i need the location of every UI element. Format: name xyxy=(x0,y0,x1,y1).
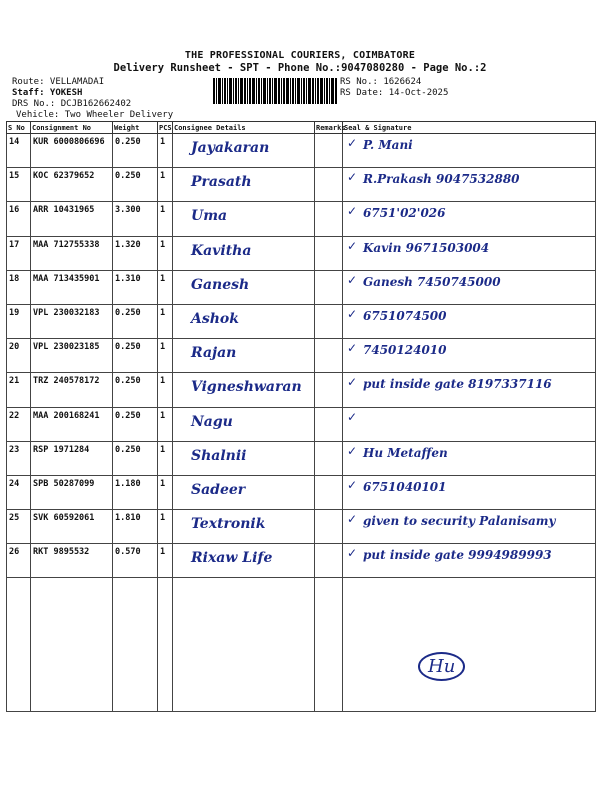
consignee-handwriting: Prasath xyxy=(191,174,252,191)
col-sno: S No xyxy=(7,122,31,134)
row-remarks xyxy=(315,202,343,236)
consignee-handwriting: Rixaw Life xyxy=(191,550,273,567)
company-name: THE PROFESSIONAL COURIERS, COIMBATORE xyxy=(184,50,416,61)
barcode-image xyxy=(213,78,337,104)
check-mark-icon: ✓ xyxy=(347,272,358,287)
row-seal-signature xyxy=(343,270,596,304)
row-consignment: KOC 62379652 xyxy=(31,168,113,202)
row-weight: 1.180 xyxy=(113,475,158,509)
row-consignee xyxy=(173,134,315,168)
footer-stamp: Hu xyxy=(418,652,465,681)
table-row xyxy=(7,407,596,441)
row-seal-signature xyxy=(343,168,596,202)
table-row xyxy=(7,441,596,475)
row-sno: 21 xyxy=(7,373,31,407)
signature-handwriting: put inside gate 8197337116 xyxy=(363,377,552,392)
table-row xyxy=(7,475,596,509)
row-weight: 0.250 xyxy=(113,304,158,338)
row-seal-signature xyxy=(343,441,596,475)
row-pcs: 1 xyxy=(158,441,173,475)
row-consignment: KUR 6000806696 xyxy=(31,134,113,168)
row-pcs: 1 xyxy=(158,510,173,544)
table-row xyxy=(7,270,596,304)
signature-handwriting: Kavin 9671503004 xyxy=(363,240,490,255)
table-header xyxy=(7,122,596,134)
row-remarks xyxy=(315,510,343,544)
empty-cell xyxy=(343,578,596,712)
row-weight: 0.250 xyxy=(113,407,158,441)
check-mark-icon: ✓ xyxy=(347,136,358,150)
row-consignment: MAA 713435901 xyxy=(31,270,113,304)
row-sno: 14 xyxy=(7,134,31,168)
table-row xyxy=(7,134,596,168)
row-weight: 0.570 xyxy=(113,544,158,578)
signature-handwriting: 6751'02'026 xyxy=(363,206,446,221)
table-row xyxy=(7,304,596,338)
row-weight: 0.250 xyxy=(113,339,158,373)
col-consignment: Consignment No xyxy=(31,122,113,134)
check-mark-icon: ✓ xyxy=(347,341,358,356)
row-consignment: RSP 1971284 xyxy=(31,441,113,475)
check-mark-icon: ✓ xyxy=(347,477,358,492)
consignee-handwriting: Uma xyxy=(191,208,228,225)
row-consignee xyxy=(173,407,315,441)
row-weight: 1.810 xyxy=(113,510,158,544)
check-mark-icon: ✓ xyxy=(347,375,358,390)
check-mark-icon: ✓ xyxy=(347,409,358,424)
row-pcs: 1 xyxy=(158,202,173,236)
row-weight: 1.310 xyxy=(113,270,158,304)
rs-info xyxy=(340,77,448,99)
signature-handwriting: R.Prakash 9047532880 xyxy=(363,172,520,187)
staff-label: Staff: YOKESH xyxy=(12,88,83,98)
row-sno: 17 xyxy=(7,236,31,270)
row-pcs: 1 xyxy=(158,236,173,270)
row-remarks xyxy=(315,304,343,338)
empty-cell xyxy=(113,578,158,712)
row-pcs: 1 xyxy=(158,475,173,509)
row-remarks xyxy=(315,168,343,202)
col-weight: Weight xyxy=(113,122,158,134)
row-seal-signature xyxy=(343,339,596,373)
row-consignee xyxy=(173,270,315,304)
signature-handwriting: 6751074500 xyxy=(363,308,447,323)
row-pcs: 1 xyxy=(158,134,173,168)
row-pcs: 1 xyxy=(158,339,173,373)
table-row xyxy=(7,168,596,202)
row-seal-signature xyxy=(343,134,596,168)
check-mark-icon: ✓ xyxy=(347,170,358,185)
row-sno: 19 xyxy=(7,304,31,338)
signature-handwriting: put inside gate 9994989993 xyxy=(363,548,552,563)
row-consignee xyxy=(173,304,315,338)
row-sno: 20 xyxy=(7,339,31,373)
row-remarks xyxy=(315,441,343,475)
row-consignment: ARR 10431965 xyxy=(31,202,113,236)
row-remarks xyxy=(315,339,343,373)
row-consignment: RKT 9895532 xyxy=(31,544,113,578)
row-sno: 16 xyxy=(7,202,31,236)
row-pcs: 1 xyxy=(158,407,173,441)
consignee-handwriting: Rajan xyxy=(191,345,237,362)
row-remarks xyxy=(315,134,343,168)
rs-date: RS Date: 14-Oct-2025 xyxy=(340,88,449,98)
consignee-handwriting: Textronik xyxy=(191,516,266,533)
row-seal-signature xyxy=(343,236,596,270)
row-pcs: 1 xyxy=(158,544,173,578)
row-consignee xyxy=(173,339,315,373)
row-consignment: SPB 50287099 xyxy=(31,475,113,509)
table-row xyxy=(7,236,596,270)
row-pcs: 1 xyxy=(158,304,173,338)
row-sno: 18 xyxy=(7,270,31,304)
empty-cell xyxy=(7,578,31,712)
consignee-handwriting: Sadeer xyxy=(191,481,246,498)
row-weight: 0.250 xyxy=(113,441,158,475)
row-seal-signature xyxy=(343,475,596,509)
row-consignment: VPL 230032183 xyxy=(31,304,113,338)
table-row xyxy=(7,373,596,407)
check-mark-icon: ✓ xyxy=(347,306,358,321)
consignee-handwriting: Vigneshwaran xyxy=(191,379,302,396)
check-mark-icon: ✓ xyxy=(347,546,358,561)
drs-number: DRS No.: DCJB162662402 xyxy=(12,99,132,109)
row-seal-signature xyxy=(343,202,596,236)
check-mark-icon: ✓ xyxy=(347,512,358,527)
row-seal-signature xyxy=(343,544,596,578)
row-pcs: 1 xyxy=(158,373,173,407)
row-consignee xyxy=(173,544,315,578)
row-weight: 3.300 xyxy=(113,202,158,236)
consignee-handwriting: Ganesh xyxy=(191,276,250,293)
table-row xyxy=(7,339,596,373)
row-consignment: VPL 230023185 xyxy=(31,339,113,373)
signature-handwriting: given to security Palanisamy xyxy=(363,514,556,529)
consignee-handwriting: Nagu xyxy=(191,413,233,430)
col-remarks: Remarks xyxy=(316,123,346,132)
row-consignee xyxy=(173,236,315,270)
signature-handwriting: Hu Metaffen xyxy=(363,445,448,460)
row-consignment: TRZ 240578172 xyxy=(31,373,113,407)
row-remarks xyxy=(315,544,343,578)
vehicle-label: Vehicle: Two Wheeler Delivery xyxy=(16,110,174,120)
row-remarks xyxy=(315,407,343,441)
row-remarks xyxy=(315,475,343,509)
consignee-handwriting: Shalnii xyxy=(191,447,247,464)
row-consignee xyxy=(173,202,315,236)
row-sno: 22 xyxy=(7,407,31,441)
table-row xyxy=(7,510,596,544)
route-label: Route: VELLAMADAI xyxy=(12,77,105,87)
col-consignee: Consignee Details xyxy=(173,122,315,134)
row-remarks xyxy=(315,270,343,304)
row-sno: 23 xyxy=(7,441,31,475)
row-remarks xyxy=(315,236,343,270)
row-consignee xyxy=(173,373,315,407)
signature-handwriting: 7450124010 xyxy=(363,343,447,358)
row-weight: 0.250 xyxy=(113,373,158,407)
row-seal-signature xyxy=(343,510,596,544)
row-seal-signature xyxy=(343,304,596,338)
row-remarks xyxy=(315,373,343,407)
check-mark-icon: ✓ xyxy=(347,238,358,253)
row-pcs: 1 xyxy=(158,168,173,202)
consignee-handwriting: Jayakaran xyxy=(191,140,270,156)
runsheet-table xyxy=(6,121,596,712)
row-weight: 0.250 xyxy=(113,134,158,168)
col-pcs: PCS xyxy=(159,123,172,132)
row-seal-signature xyxy=(343,373,596,407)
signature-handwriting: Ganesh 7450745000 xyxy=(363,274,501,289)
row-consignment: SVK 60592061 xyxy=(31,510,113,544)
row-sno: 26 xyxy=(7,544,31,578)
signature-handwriting: 6751040101 xyxy=(363,479,447,494)
table-row xyxy=(7,202,596,236)
row-seal-signature xyxy=(343,407,596,441)
row-pcs: 1 xyxy=(158,270,173,304)
rs-number: RS No.: 1626624 xyxy=(340,77,422,87)
row-consignee xyxy=(173,475,315,509)
signature-handwriting: P. Mani xyxy=(363,138,413,152)
check-mark-icon: ✓ xyxy=(347,443,358,458)
consignee-handwriting: Kavitha xyxy=(191,242,252,259)
table-row-empty xyxy=(7,578,596,712)
row-consignee xyxy=(173,510,315,544)
empty-cell xyxy=(158,578,173,712)
empty-cell xyxy=(315,578,343,712)
row-consignment: MAA 712755338 xyxy=(31,236,113,270)
row-sno: 15 xyxy=(7,168,31,202)
table-row xyxy=(7,544,596,578)
check-mark-icon: ✓ xyxy=(347,204,358,219)
empty-cell xyxy=(173,578,315,712)
empty-cell xyxy=(31,578,113,712)
col-seal: Seal & Signature xyxy=(343,122,596,134)
row-sno: 25 xyxy=(7,510,31,544)
row-weight: 1.320 xyxy=(113,236,158,270)
runsheet-title: Delivery Runsheet - SPT - Phone No.:9047080280 - Page No.:2 xyxy=(113,62,487,74)
consignee-handwriting: Ashok xyxy=(191,310,239,327)
row-consignee xyxy=(173,168,315,202)
row-weight: 0.250 xyxy=(113,168,158,202)
row-sno: 24 xyxy=(7,475,31,509)
row-consignee xyxy=(173,441,315,475)
row-consignment: MAA 200168241 xyxy=(31,407,113,441)
